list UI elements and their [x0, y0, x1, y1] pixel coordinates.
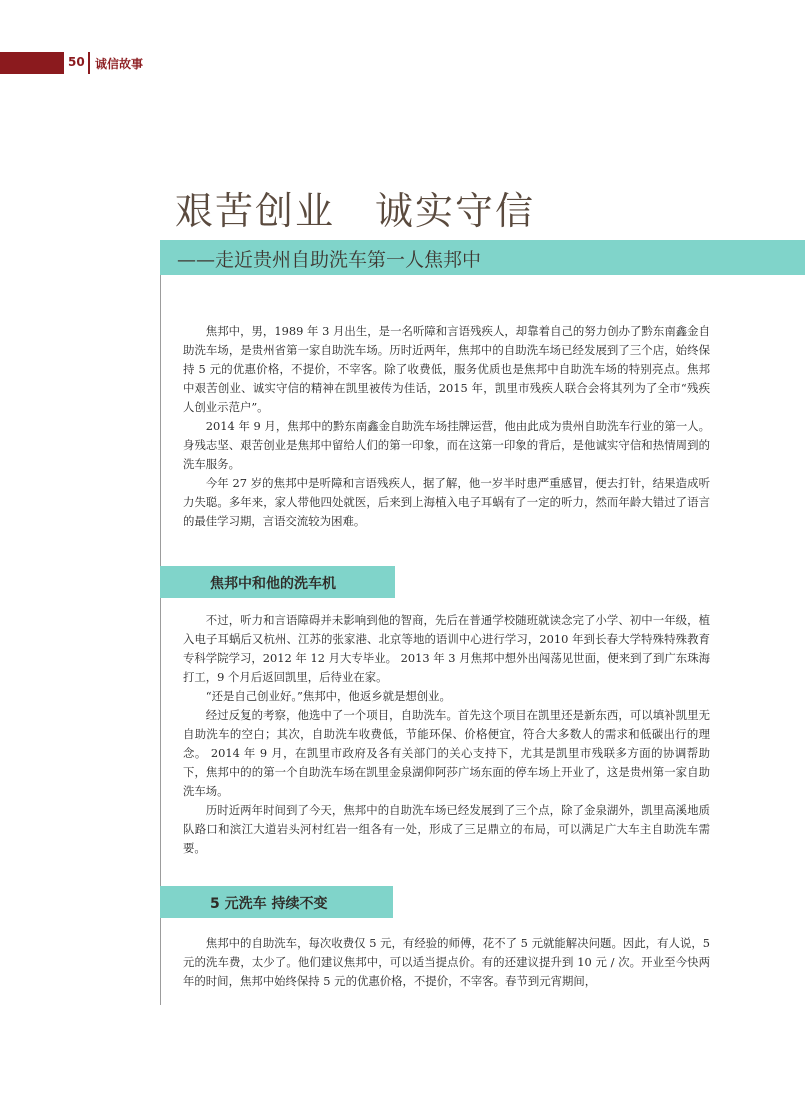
- paragraph: 历时近两年时间到了今天，焦邦中的自助洗车场已经发展到了三个点，除了金泉湖外，凯里高溪地质队路口和滨江大道岩头河村红岩一组各有一处，形成了三足鼎立的布局，可以满足广大车主自助洗车需要。: [183, 803, 710, 855]
- header-color-bar: [0, 52, 64, 74]
- section-heading: 焦邦中和他的洗车机: [210, 576, 336, 592]
- section-heading: 5 元洗车 持续不变: [210, 896, 328, 912]
- section-name: 诚信故事: [95, 57, 144, 71]
- section1-text: [183, 611, 710, 858]
- paragraph: 今年 27 岁的焦邦中是听障和言语残疾人，据了解，他一岁半时患严重感冒，便去打针，结果造成听力失聪。多年来，家人带他四处就医，后来到上海植入电子耳蜗有了一定的听力，然而年龄大错过了语言的最佳学习期，言语交流较为困难。: [183, 476, 710, 528]
- paragraph: 焦邦中的自助洗车，每次收费仅 5 元，有经验的师傅，花不了 5 元就能解决问题。因此，有人说，5 元的洗车费，太少了。他们建议焦邦中，可以适当提点价。有的还建议提升到 10 元 / 次。开业至今快两年的时间，焦邦中始终保持 5 元的优惠价格，不提价，不宰客。春节到元宵期间，: [183, 936, 710, 988]
- article-subtitle: ——走近贵州自助洗车第一人焦邦中: [177, 249, 482, 271]
- page-number: 50: [68, 55, 85, 69]
- paragraph: 焦邦中，男，1989 年 3 月出生，是一名听障和言语残疾人，却靠着自己的努力创办了黔东南鑫金自助洗车场，是贵州省第一家自助洗车场。历时近两年，焦邦中的自助洗车场已经发展到了三个店，始终保持 5 元的优惠价格，不提价，不宰客。除了收费低，服务优质也是焦邦中自助洗车场的特别亮点。焦邦中艰苦创业、诚实守信的精神在凯里被传为佳话，2015 年，凯里市残疾人联合会将其列为了全市“残疾人创业示范户”。: [183, 324, 710, 414]
- intro-text: [183, 322, 710, 531]
- paragraph: 经过反复的考察，他选中了一个项目，自助洗车。首先这个项目在凯里还是新东西，可以填补凯里无自助洗车的空白；其次，自助洗车收费低，节能环保、价格便宜，符合大多数人的需求和低碳出行的理念。 2014 年 9 月，在凯里市政府及各有关部门的关心支持下，尤其是凯里市残联多方面的协调帮助下，焦邦中的的第一个自助洗车场在凯里金泉湖仰阿莎广场东面的停车场上开业了，这是贵州第一家自助洗车场。: [183, 708, 710, 798]
- paragraph: 2014 年 9 月，焦邦中的黔东南鑫金自助洗车场挂牌运营，他由此成为贵州自助洗车行业的第一人。身残志坚、艰苦创业是焦邦中留给人们的第一印象，而在这第一印象的背后，是他诚实守信和热情周到的洗车服务。: [183, 419, 710, 471]
- section2-text: [183, 934, 710, 991]
- paragraph: 不过，听力和言语障碍并未影响到他的智商，先后在普通学校随班就读念完了小学、初中一年级，植入电子耳蜗后又杭州、江苏的张家港、北京等地的语训中心进行学习，2010 年到长春大学特殊特殊教育专科学院学习，2012 年 12 月大专毕业。 2013 年 3 月焦邦中想外出闯荡见世面，便来到了到广东珠海打工，9 个月后返回凯里，后待业在家。: [183, 613, 710, 684]
- article-title: 艰苦创业 诚实守信: [175, 189, 536, 233]
- paragraph: “还是自己创业好。”焦邦中，他返乡就是想创业。: [205, 689, 451, 703]
- header-divider: [88, 52, 90, 74]
